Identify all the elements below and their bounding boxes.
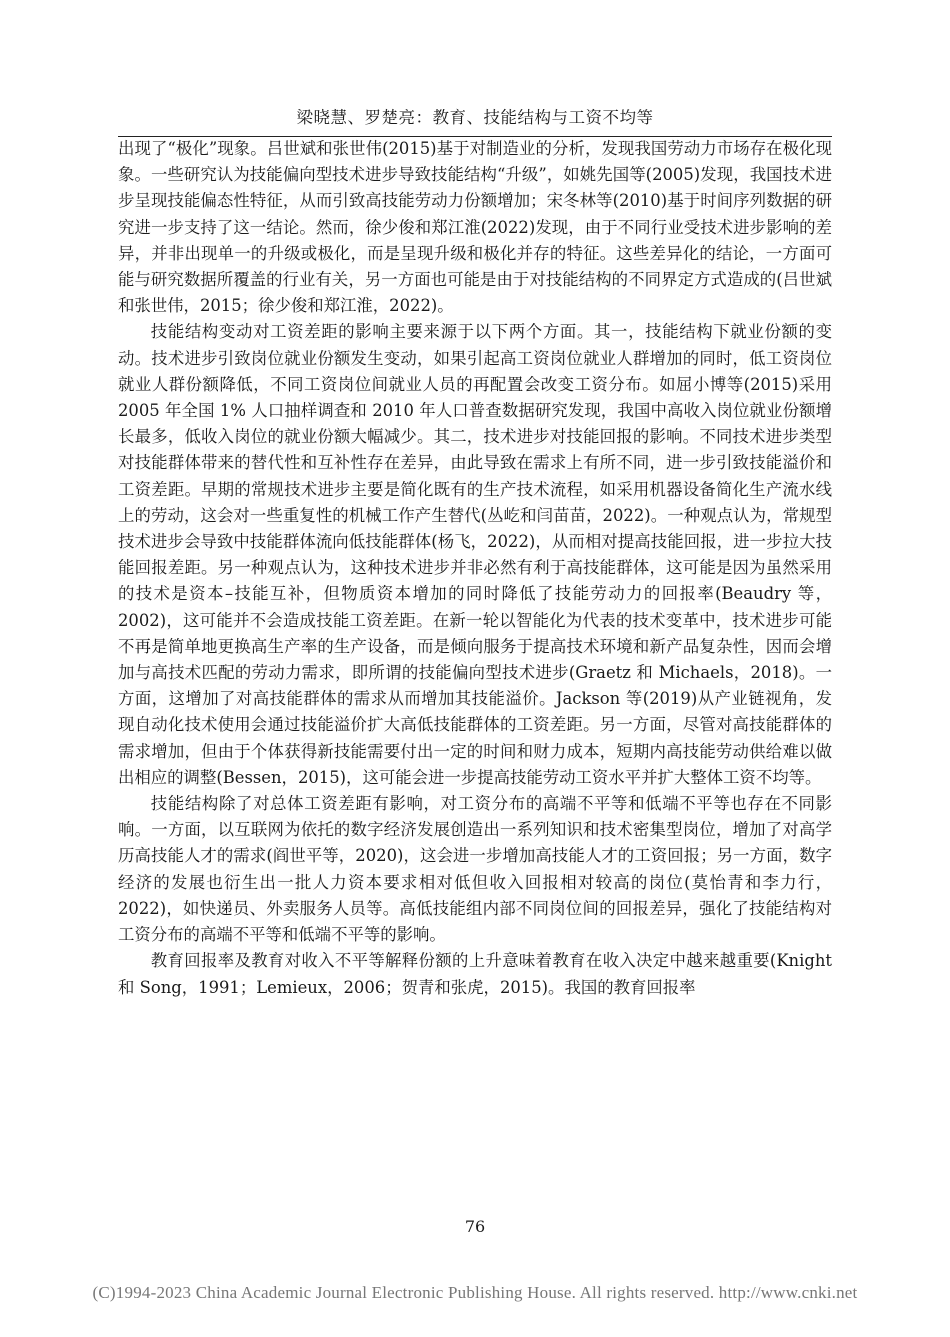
paragraph-3: 技能结构除了对总体工资差距有影响，对工资分布的高端不平等和低端不平等也存在不同影响。一方面，以互联网为依托的数字经济发展创造出一系列知识和技术密集型岗位，增加了对高学历高技能人才的需求(阎世平等，2020)，这会进一步增加高技能人才的工资回报；另一方面，数字经济的发展也衍生出一批人力资本要求相对低但收入回报相对较高的岗位(莫怡青和李力行，2022)，如快递员、外卖服务人员等。高低技能组内部不同岗位间的回报差异，强化了技能结构对工资分布的高端不平等和低端不平等的影响。 bbox=[118, 794, 832, 945]
paragraph-1: 出现了“极化”现象。吕世斌和张世伟(2015)基于对制造业的分析，发现我国劳动力市场存在极化现象。一些研究认为技能偏向型技术进步导致技能结构“升级”，如姚先国等(2005)发现，我国技术进步呈现技能偏态性特征，从而引致高技能劳动力份额增加；宋冬林等(2010)基于时间序列数据的研究进一步支持了这一结论。然而，徐少俊和郑江淮(2022)发现，由于不同行业受技术进步影响的差异，并非出现单一的升级或极化，而是呈现升级和极化并存的特征。这些差异化的结论，一方面可能与研究数据所覆盖的行业有关，另一方面也可能是由于对技能结构的不同界定方式造成的(吕世斌和张世伟，2015；徐少俊和郑江淮，2022)。 bbox=[118, 139, 832, 316]
copyright-footer: (C)1994-2023 China Academic Journal Electronic Publishing House. All rights reserved. http://www.cnki.net bbox=[92, 1283, 858, 1302]
article-body bbox=[118, 136, 832, 1001]
running-header: 梁晓慧、罗楚亮：教育、技能结构与工资不均等 bbox=[118, 104, 832, 137]
page-number: 76 bbox=[464, 1217, 486, 1236]
paragraph-2: 技能结构变动对工资差距的影响主要来源于以下两个方面。其一，技能结构下就业份额的变动。技术进步引致岗位就业份额发生变动，如果引起高工资岗位就业人群增加的同时，低工资岗位就业人群份额降低，不同工资岗位间就业人员的再配置会改变工资分布。如屈小博等(2015)采用 2005 年全国 1% 人口抽样调查和 2010 年人口普查数据研究发现，我国中高收入岗位就业份额增长最多，低收入岗位的就业份额大幅减少。其二，技术进步对技能回报的影响。不同技术进步类型对技能群体带来的替代性和互补性存在差异，由此导致在需求上有所不同，进一步引致技能溢价和工资差距。早期的常规技术进步主要是简化既有的生产技术流程，如采用机器设备简化生产流水线上的劳动，这会对一些重复性的机械工作产生替代(丛屹和闫苗苗，2022)。一种观点认为，常规型技术进步会导致中技能群体流向低技能群体(杨飞，2022)，从而相对提高技能回报，进一步拉大技能回报差距。另一种观点认为，这种技术进步并非必然有利于高技能群体，这可能是因为虽然采用的技术是资本–技能互补，但物质资本增加的同时降低了技能劳动力的回报率(Beaudry 等，2002)，这可能并不会造成技能工资差距。在新一轮以智能化为代表的技术变革中，技术进步可能不再是简单地更换高生产率的生产设备，而是倾向服务于提高技术环境和新产品复杂性，因而会增加与高技术匹配的劳动力需求，即所谓的技能偏向型技术进步(Graetz 和 Michaels，2018)。一方面，这增加了对高技能群体的需求从而增加其技能溢价。Jackson 等(2019)从产业链视角，发现自动化技术使用会通过技能溢价扩大高低技能群体的工资差距。另一方面，尽管对高技能群体的需求增加，但由于个体获得新技能需要付出一定的时间和财力成本，短期内高技能劳动供给难以做出相应的调整(Bessen，2015)，这可能会进一步提高技能劳动工资水平并扩大整体工资不均等。 bbox=[118, 322, 832, 787]
paragraph-4: 教育回报率及教育对收入不平等解释份额的上升意味着教育在收入决定中越来越重要(Knight 和 Song，1991；Lemieux，2006；贺青和张虎，2015)。我国的教育回报率 bbox=[118, 951, 832, 997]
